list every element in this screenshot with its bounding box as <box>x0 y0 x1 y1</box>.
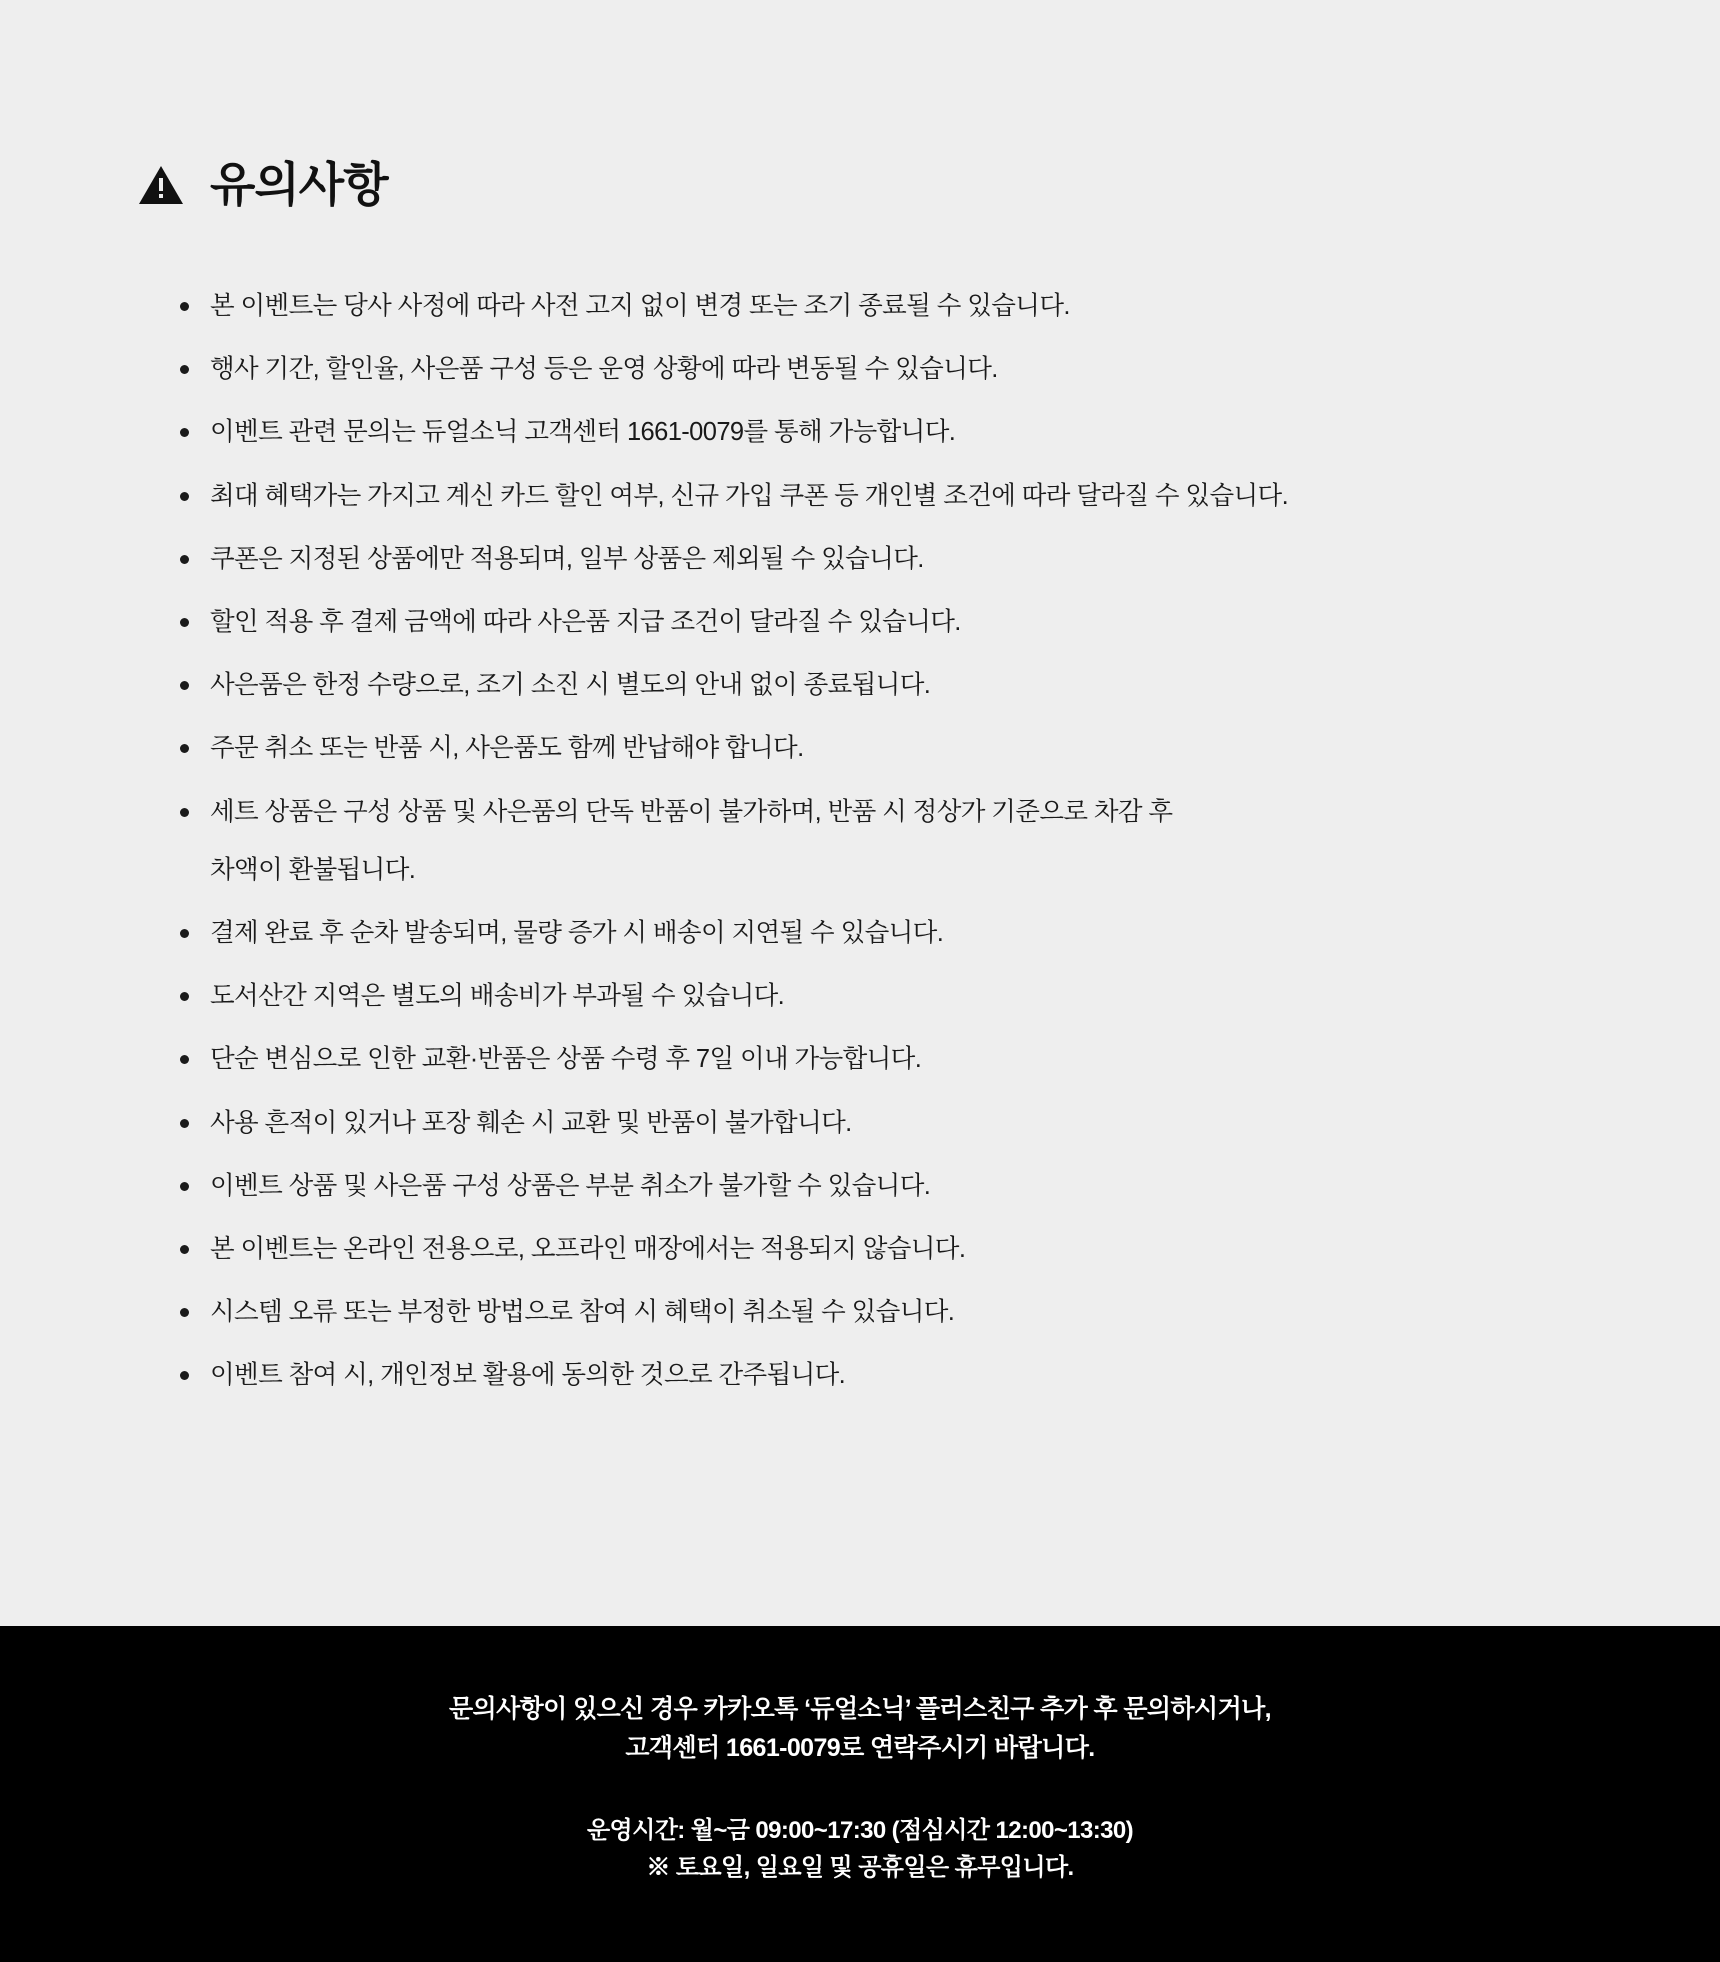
notice-header <box>138 130 1610 240</box>
list-item <box>168 667 1610 703</box>
list-item <box>168 1105 1610 1141</box>
list-item-text: 이벤트 관련 문의는 듀얼소닉 고객센터 1661-0079를 통해 가능합니다. <box>210 418 956 447</box>
list-item <box>168 478 1610 514</box>
list-item-text-continuation: 차액이 환불됩니다. <box>210 855 416 884</box>
list-item <box>168 414 1610 450</box>
footer-hours-line: 운영시간: 월~금 09:00~17:30 (점심시간 12:00~13:30) <box>586 1816 1134 1844</box>
list-item <box>168 1231 1610 1267</box>
list-item <box>168 351 1610 387</box>
list-item <box>168 1294 1610 1330</box>
list-item-text: 시스템 오류 또는 부정한 방법으로 참여 시 혜택이 취소될 수 있습니다. <box>210 1298 955 1327</box>
list-item <box>168 730 1610 766</box>
list-item <box>168 915 1610 951</box>
list-item-text: 사은품은 한정 수량으로, 조기 소진 시 별도의 안내 없이 종료됩니다. <box>210 671 931 700</box>
list-item <box>168 541 1610 577</box>
list-item-text: 세트 상품은 구성 상품 및 사은품의 단독 반품이 불가하며, 반품 시 정상가 기준으로 차감 후 <box>210 797 1173 826</box>
list-item <box>168 604 1610 640</box>
list-item <box>168 1041 1610 1077</box>
list-item-text: 본 이벤트는 당사 사정에 따라 사전 고지 없이 변경 또는 조기 종료될 수 있습니다. <box>210 291 1070 320</box>
list-item-text: 주문 취소 또는 반품 시, 사은품도 함께 반납해야 합니다. <box>210 734 804 763</box>
list-item-text: 최대 혜택가는 가지고 계신 카드 할인 여부, 신규 가입 쿠폰 등 개인별 조건에 따라 달라질 수 있습니다. <box>210 481 1289 510</box>
list-item-text: 행사 기간, 할인율, 사은품 구성 등은 운영 상황에 따라 변동될 수 있습니다. <box>210 355 998 384</box>
list-item-text: 단순 변심으로 인한 교환·반품은 상품 수령 후 7일 이내 가능합니다. <box>210 1045 922 1074</box>
warning-triangle-icon <box>138 164 184 206</box>
list-item <box>168 288 1610 324</box>
notice-list <box>130 288 1610 1394</box>
page-title: 유의사항 <box>210 158 388 212</box>
footer-hours-block <box>40 1812 1680 1886</box>
list-item-text: 결제 완료 후 순차 발송되며, 물량 증가 시 배송이 지연될 수 있습니다. <box>210 919 944 947</box>
list-item-text: 사용 흔적이 있거나 포장 훼손 시 교환 및 반품이 불가합니다. <box>210 1108 852 1137</box>
list-item-text: 도서산간 지역은 별도의 배송비가 부과될 수 있습니다. <box>210 982 785 1011</box>
footer-contact-line-1: 문의사항이 있으신 경우 카카오톡 ‘듀얼소닉’ 플러스친구 추가 후 문의하시거나, <box>448 1695 1272 1723</box>
list-item-text: 본 이벤트는 온라인 전용으로, 오프라인 매장에서는 적용되지 않습니다. <box>210 1235 966 1264</box>
list-item <box>168 794 1610 888</box>
page-footer <box>0 1626 1720 1962</box>
list-item-text: 이벤트 참여 시, 개인정보 활용에 동의한 것으로 간주됩니다. <box>210 1361 846 1390</box>
list-item <box>168 1357 1610 1393</box>
list-item-text: 할인 적용 후 결제 금액에 따라 사은품 지급 조건이 달라질 수 있습니다. <box>210 607 961 636</box>
footer-holiday-line: ※ 토요일, 일요일 및 공휴일은 휴무입니다. <box>646 1853 1074 1881</box>
footer-contact-line-2: 고객센터 1661-0079로 연락주시기 바랍니다. <box>625 1733 1095 1762</box>
list-item <box>168 978 1610 1014</box>
list-item <box>168 1168 1610 1204</box>
list-item-text: 쿠폰은 지정된 상품에만 적용되며, 일부 상품은 제외될 수 있습니다. <box>210 544 924 573</box>
list-item-text: 이벤트 상품 및 사은품 구성 상품은 부분 취소가 불가할 수 있습니다. <box>210 1171 931 1200</box>
